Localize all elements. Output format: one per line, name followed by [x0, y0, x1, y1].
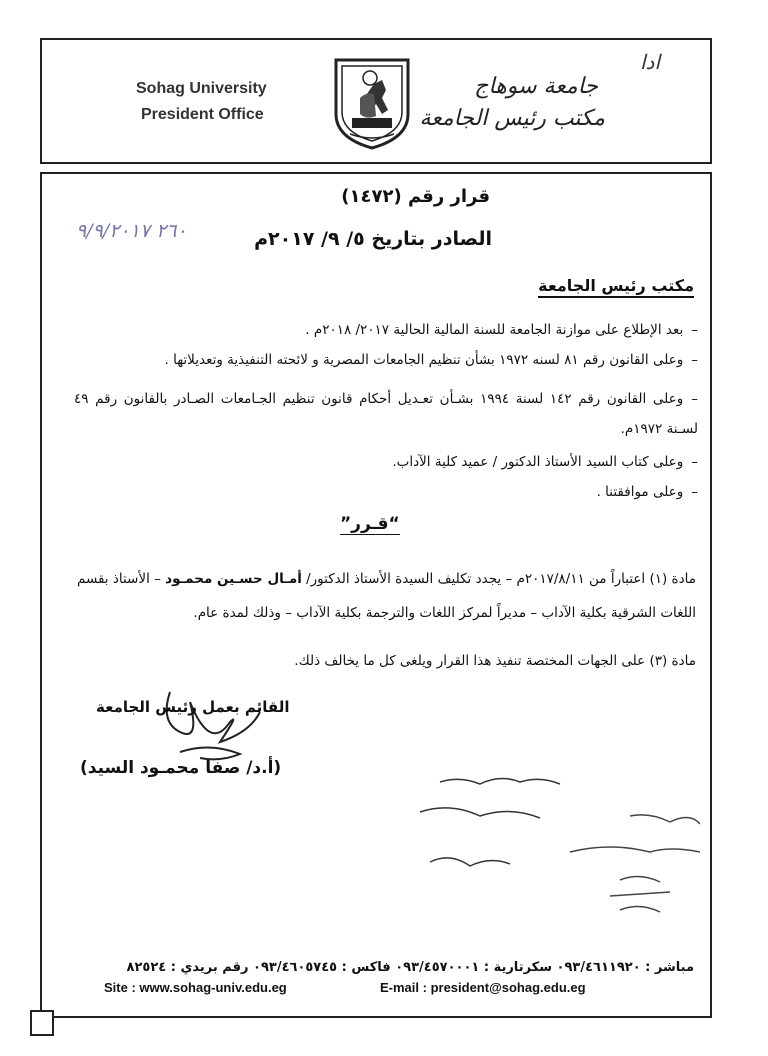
clause-item: –وعلى القانون رقم ٨١ لسنه ١٩٧٢ بشأن تنظيم الجامعات المصرية و لائحته التنفيذية وتعديلاتها .: [164, 352, 698, 368]
footer-website[interactable]: Site : www.sohag-univ.edu.eg: [104, 980, 287, 995]
clause-item: –وعلى القانون رقم ١٤٢ لسنة ١٩٩٤ بشـأن تعـديل أحكام قانون تنظيم الجـامعات الصـادر بالقانون رقم ٤٩ لسـنة ١٩٧٢م.: [74, 391, 698, 437]
university-logo-icon: [330, 54, 414, 152]
clause-item: –بعد الإطلاع على موازنة الجامعة للسنة المالية الحالية ٢٠١٧/ ٢٠١٨م .: [305, 322, 698, 338]
handwritten-annotations: [400, 772, 700, 922]
university-name-ar: جامعة سوهاج: [474, 74, 598, 99]
clause-item: –وعلى موافقتنا .: [596, 484, 698, 500]
dash-bullet: –: [691, 484, 698, 500]
dash-bullet: –: [691, 454, 698, 470]
corner-box: [30, 1010, 54, 1036]
qarar-heading: “قـرر”: [340, 514, 400, 534]
article-1: مادة (١) اعتباراً من ٢٠١٧/٨/١١م – يجدد تكليف السيدة الأستاذ الدكتور/ أمـال حسـين محمـود – الأستاذ بقسم اللغات الشرقية بكلية الآداب – مديراً لمركز اللغات والترجمة بكلية الآداب – وذلك لمدة عام.: [76, 571, 696, 621]
signatory-name: (أ.د/ صفا محمـود السيد): [80, 758, 282, 778]
office-name-en: President Office: [141, 106, 264, 123]
office-name-ar: مكتب رئيس الجامعة: [419, 106, 605, 131]
dash-bullet: –: [691, 352, 698, 368]
university-name-en: Sohag University: [136, 80, 267, 97]
clause-item: –وعلى كتاب السيد الأستاذ الدكتور / عميد كلية الآداب.: [392, 454, 698, 470]
dash-bullet: –: [691, 322, 698, 338]
footer-email[interactable]: E-mail : president@sohag.edu.eg: [380, 980, 586, 995]
signatory-title: القائم بعمل رئيس الجامعة: [96, 698, 290, 716]
decision-date: الصادر بتاريخ ٥/ ٩/ ٢٠١٧م: [254, 228, 492, 250]
dash-bullet: –: [691, 391, 698, 407]
handwritten-stamp: ٢٦٠ ٩/٩/٢٠١٧: [76, 220, 187, 242]
article-3: مادة (٣) على الجهات المختصة تنفيذ هذا القرار ويلغى كل ما يخالف ذلك.: [294, 653, 696, 669]
appointee-name: أمـال حسـين محمـود: [165, 571, 302, 587]
handwritten-note: ادا: [640, 50, 661, 74]
footer-contacts: مباشر : ٠٩٣/٤٦١١٩٢٠ سكرتارية : ٠٩٣/٤٥٧٠٠٠١ فاكس : ٠٩٣/٤٦٠٥٧٤٥ رقم بريدي : ٨٢٥٢٤: [126, 960, 694, 975]
office-heading: مكتب رئيس الجامعة: [538, 276, 694, 298]
decision-title: قرار رقم (١٤٧٢): [341, 186, 490, 207]
